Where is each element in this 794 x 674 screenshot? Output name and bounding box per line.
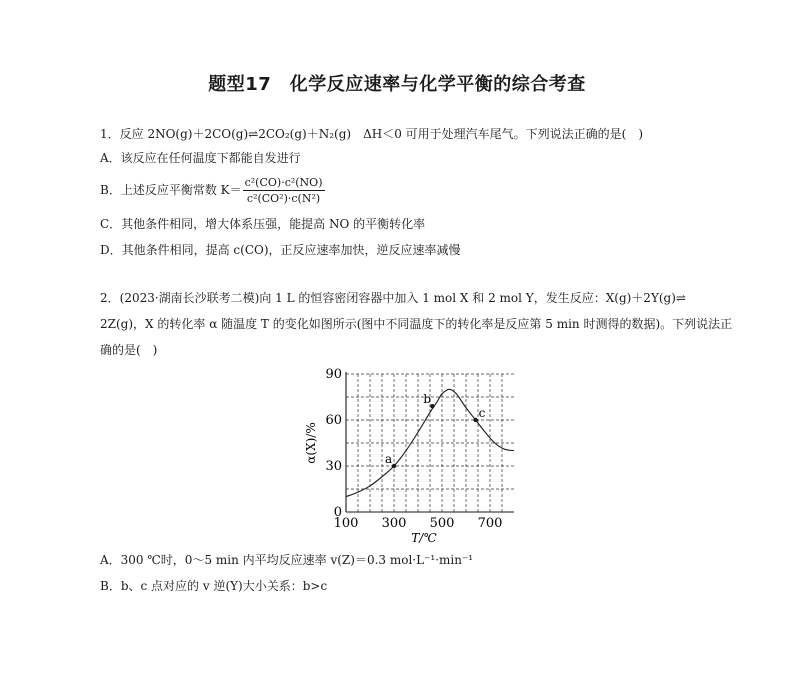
x-axis-label: T/℃ <box>411 531 437 545</box>
q2-stem-line3: 确的是( ) <box>100 343 158 357</box>
q2-stem-line1: 2．(2023·湖南长沙联考二模)向 1 L 的恒容密闭容器中加入 1 mol X 和 2 mol Y，发生反应：X(g)＋2Y(g)⇌ <box>100 291 686 305</box>
equilibrium-constant-fraction <box>243 176 325 205</box>
data-point-a <box>392 464 396 468</box>
y-axis-label: α(X)/% <box>304 422 318 464</box>
q2-option-b: B．b、c 点对应的 v 逆(Y)大小关系：b>c <box>100 579 328 593</box>
q2-stem-line2: 2Z(g)，X 的转化率 α 随温度 T 的变化如图所示(图中不同温度下的转化率是反应第 5 min 时测得的数据)。下列说法正 <box>100 317 733 331</box>
data-point-c <box>473 418 477 422</box>
point-label-c: c <box>478 406 486 420</box>
q1-stem: 1．反应 2NO(g)＋2CO(g)⇌2CO₂(g)＋N₂(g) ΔH＜0 可用于处理汽车尾气。下列说法正确的是( ) <box>100 127 644 141</box>
point-label-a: a <box>385 452 393 466</box>
conversion-temperature-chart <box>300 362 522 548</box>
y-tick-label: 30 <box>325 459 342 474</box>
q1-option-d: D．其他条件相同，提高 c(CO)，正反应速率加快，逆反应速率减慢 <box>100 243 461 257</box>
q1-option-a: A．该反应在任何温度下都能自发进行 <box>100 151 301 165</box>
q1-option-c: C．其他条件相同，增大体系压强，能提高 NO 的平衡转化率 <box>100 217 426 231</box>
page-title: 题型17 化学反应速率与化学平衡的综合考查 <box>208 74 586 95</box>
chart-tick-labels <box>325 367 502 531</box>
q1-option-b <box>100 176 325 205</box>
x-tick-label: 100 <box>333 516 359 531</box>
q1-option-b-prefix: B．上述反应平衡常数 K＝ <box>100 183 242 197</box>
x-tick-label: 300 <box>381 516 407 531</box>
y-tick-label: 60 <box>325 413 342 428</box>
y-tick-label: 90 <box>325 367 342 382</box>
fraction-numerator: c²(CO)·c²(NO) <box>244 176 323 189</box>
fraction-denominator: c²(CO²)·c(N²) <box>246 192 321 205</box>
y-tick-label: 0 <box>333 505 342 520</box>
x-tick-label: 700 <box>477 516 503 531</box>
point-label-b: b <box>423 392 432 407</box>
q2-option-a: A．300 ℃时，0～5 min 内平均反应速率 v(Z)＝0.3 mol·L⁻¹·min⁻¹ <box>100 553 474 567</box>
x-tick-label: 500 <box>429 516 455 531</box>
